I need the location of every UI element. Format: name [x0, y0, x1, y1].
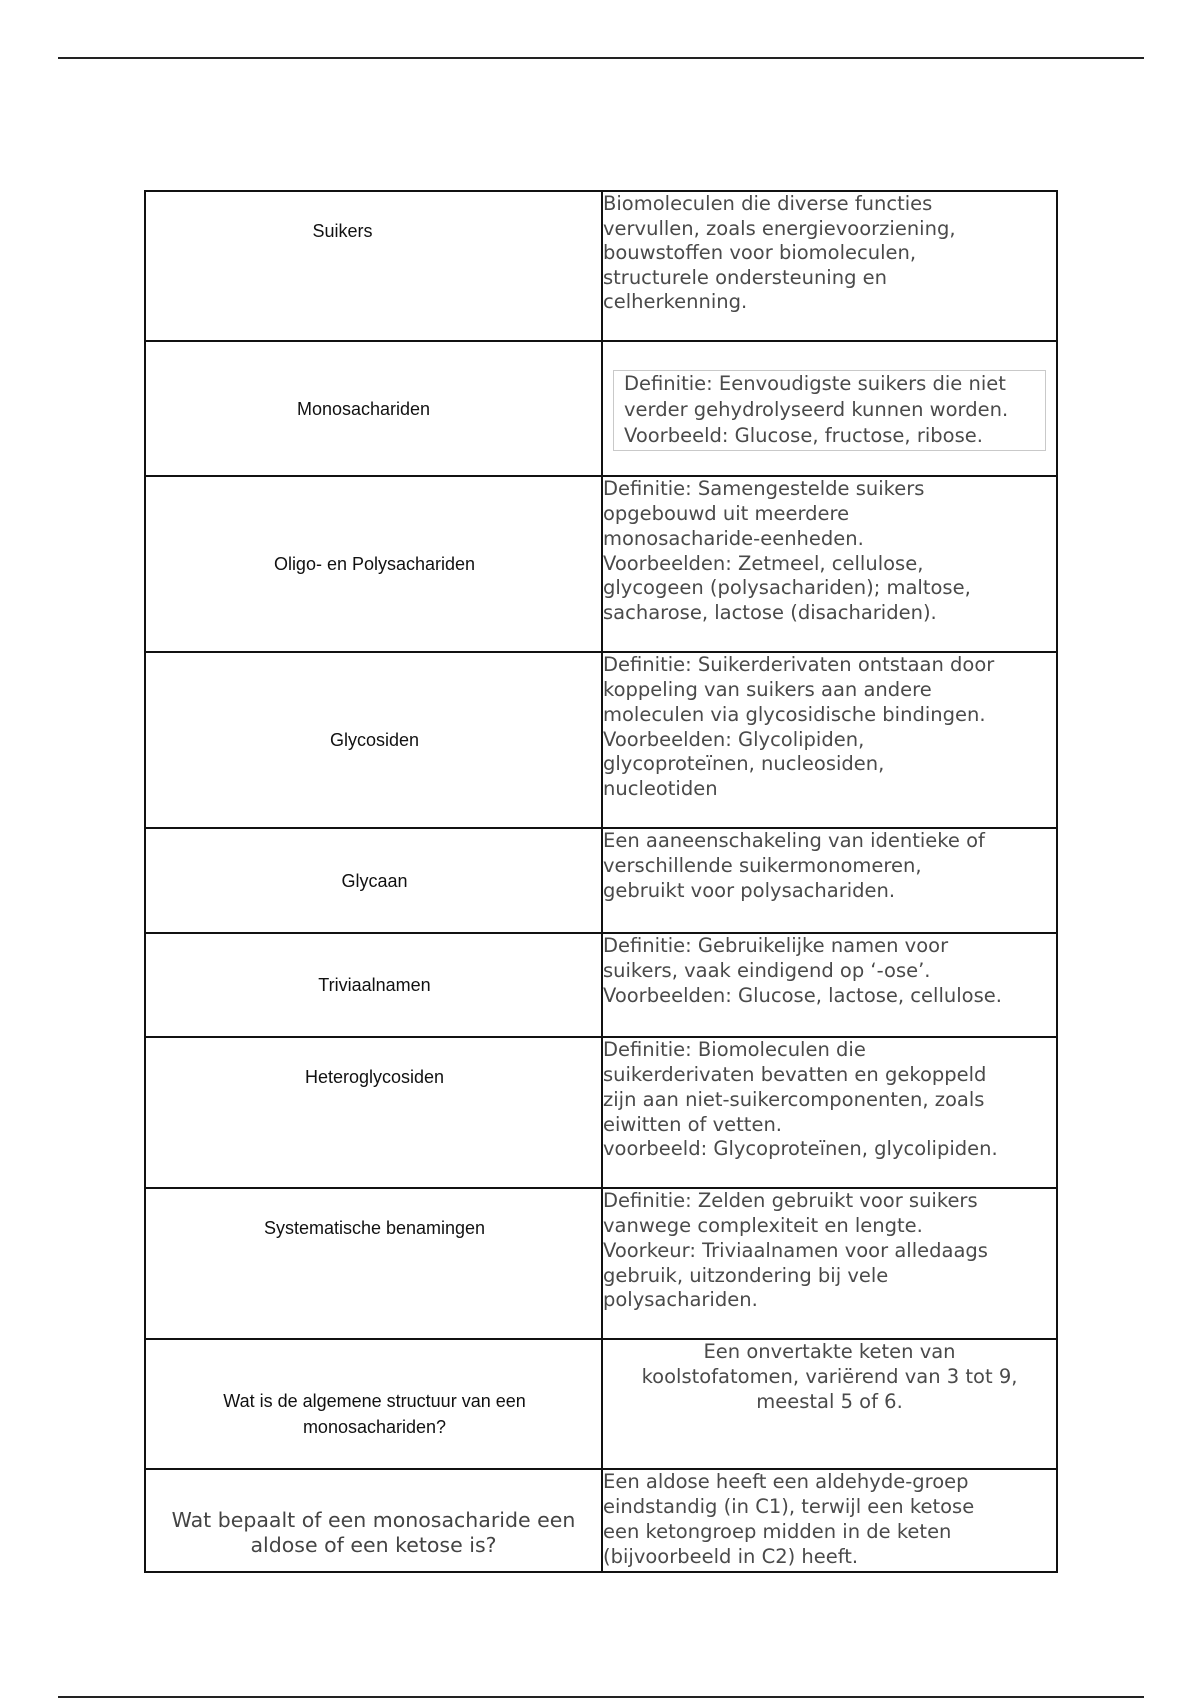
term-text: Triviaalnamen — [318, 975, 431, 996]
table-row — [145, 1469, 1057, 1572]
table-row — [145, 652, 1057, 828]
term-text: Glycosiden — [329, 730, 420, 751]
term-text: Oligo- en Polysachariden — [273, 554, 476, 575]
table-row — [145, 341, 1057, 476]
table-row — [145, 1037, 1057, 1188]
table-row — [145, 933, 1057, 1037]
definition-cell: Een onvertakte keten van koolstofatomen, variërend van 3 tot 9, meestal 5 of 6. — [602, 1339, 1057, 1469]
term-cell — [145, 1188, 602, 1339]
table-row — [145, 476, 1057, 652]
footer-rule — [58, 1696, 1144, 1698]
term-cell — [145, 652, 602, 828]
header-rule — [58, 57, 1144, 59]
definition-cell — [602, 341, 1057, 476]
definition-cell: Definitie: Zelden gebruikt voor suikers vanwege complexiteit en lengte. Voorkeur: Triviaalnamen voor alledaags gebruik, uitzondering bij vele polysachariden. — [602, 1188, 1057, 1339]
term-text: Glycaan — [341, 870, 408, 891]
term-text: Suikers — [312, 221, 373, 241]
term-text: Systematische benamingen — [263, 1218, 486, 1239]
term-text: Wat is de algemene structuur van een monosachariden? — [223, 1391, 526, 1438]
definition-cell: Een aldose heeft een aldehyde-groep eindstandig (in C1), terwijl een ketose een ketongroep midden in de keten (bijvoorbeeld in C2) heeft. — [602, 1469, 1057, 1572]
table-row — [145, 828, 1057, 933]
definition-cell: Definitie: Biomoleculen die suikerderivaten bevatten en gekoppeld zijn aan niet-suikercomponenten, zoals eiwitten of vetten. voorbeeld: Glycoproteïnen, glycolipiden. — [602, 1037, 1057, 1188]
table-row — [145, 191, 1057, 341]
term-cell — [145, 1469, 602, 1572]
table-row — [145, 1339, 1057, 1469]
definition-cell: Een aaneenschakeling van identieke of verschillende suikermonomeren, gebruikt voor polysachariden. — [602, 828, 1057, 933]
term-cell — [145, 933, 602, 1037]
definition-cell: Biomoleculen die diverse functies vervullen, zoals energievoorziening, bouwstoffen voor biomoleculen, structurele ondersteuning en celherkenning. — [602, 191, 1057, 341]
definition-cell: Definitie: Suikerderivaten ontstaan door koppeling van suikers aan andere moleculen via glycosidische bindingen. Voorbeelden: Glycolipiden, glycoproteïnen, nucleosiden, nucleotiden — [602, 652, 1057, 828]
definition-cell: Definitie: Samengestelde suikers opgebouwd uit meerdere monosacharide-eenheden. Voorbeelden: Zetmeel, cellulose, glycogeen (polysachariden); maltose, sacharose, lactose (disachariden). — [602, 476, 1057, 652]
term-cell — [145, 341, 602, 476]
term-text: Monosachariden — [296, 398, 431, 419]
term-cell — [145, 191, 602, 341]
term-cell — [145, 476, 602, 652]
term-cell — [145, 1339, 602, 1469]
term-text: Wat bepaalt of een monosacharide een aldose of een ketose is? — [171, 1508, 576, 1558]
definition-cell: Definitie: Gebruikelijke namen voor suikers, vaak eindigend op ‘-ose’. Voorbeelden: Glucose, lactose, cellulose. — [602, 933, 1057, 1037]
definition-box: Definitie: Eenvoudigste suikers die niet verder gehydrolyseerd kunnen worden. Voorbeeld: Glucose, fructose, ribose. — [613, 370, 1046, 451]
table-row — [145, 1188, 1057, 1339]
term-cell — [145, 828, 602, 933]
term-cell — [145, 1037, 602, 1188]
glossary-table — [144, 190, 1058, 1573]
term-text: Heteroglycosiden — [304, 1067, 445, 1088]
